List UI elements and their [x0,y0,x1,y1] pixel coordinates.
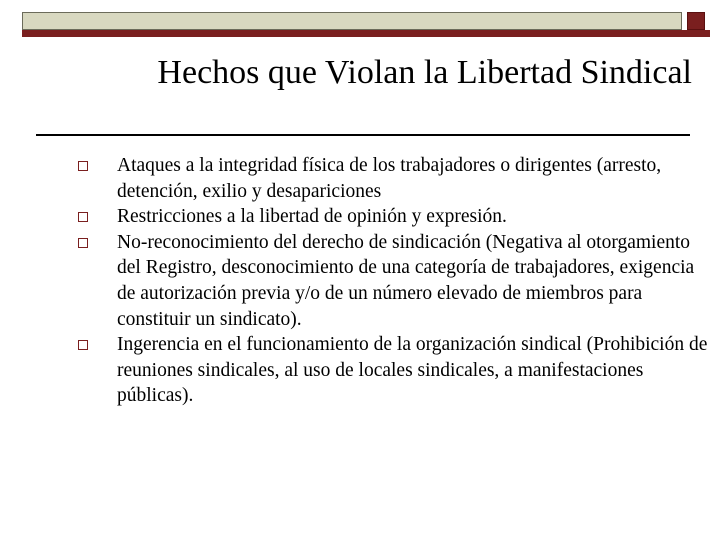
list-item [78,332,708,409]
list-item [78,153,708,204]
header-decor-bar [22,12,682,30]
hollow-square-icon [78,212,88,222]
hollow-square-icon [78,161,88,171]
header-accent-stripe [22,30,710,37]
list-item [78,204,708,230]
bullet-list [78,153,708,409]
hollow-square-icon [78,238,88,248]
list-item [78,230,708,332]
hollow-square-icon [78,340,88,350]
bullet-text: Restricciones a la libertad de opinión y expresión. [117,206,507,228]
corner-square-decor [687,12,705,30]
slide-title: Hechos que Violan la Libertad Sindical [157,54,692,91]
bullet-text: Ataques a la integridad física de los trabajadores o dirigentes (arresto, detención, exilio y desapariciones [117,155,662,202]
bullet-text: No-reconocimiento del derecho de sindicación (Negativa al otorgamiento del Registro, desconocimiento de una categoría de trabajadores, exigencia de autorización previa y/o de un número elevado de miembros para constituir un sindicato). [117,231,695,330]
bullet-text: Ingerencia en el funcionamiento de la organización sindical (Prohibición de reuniones sindicales, al uso de locales sindicales, a manifestaciones públicas). [117,334,708,407]
title-divider [36,134,690,136]
